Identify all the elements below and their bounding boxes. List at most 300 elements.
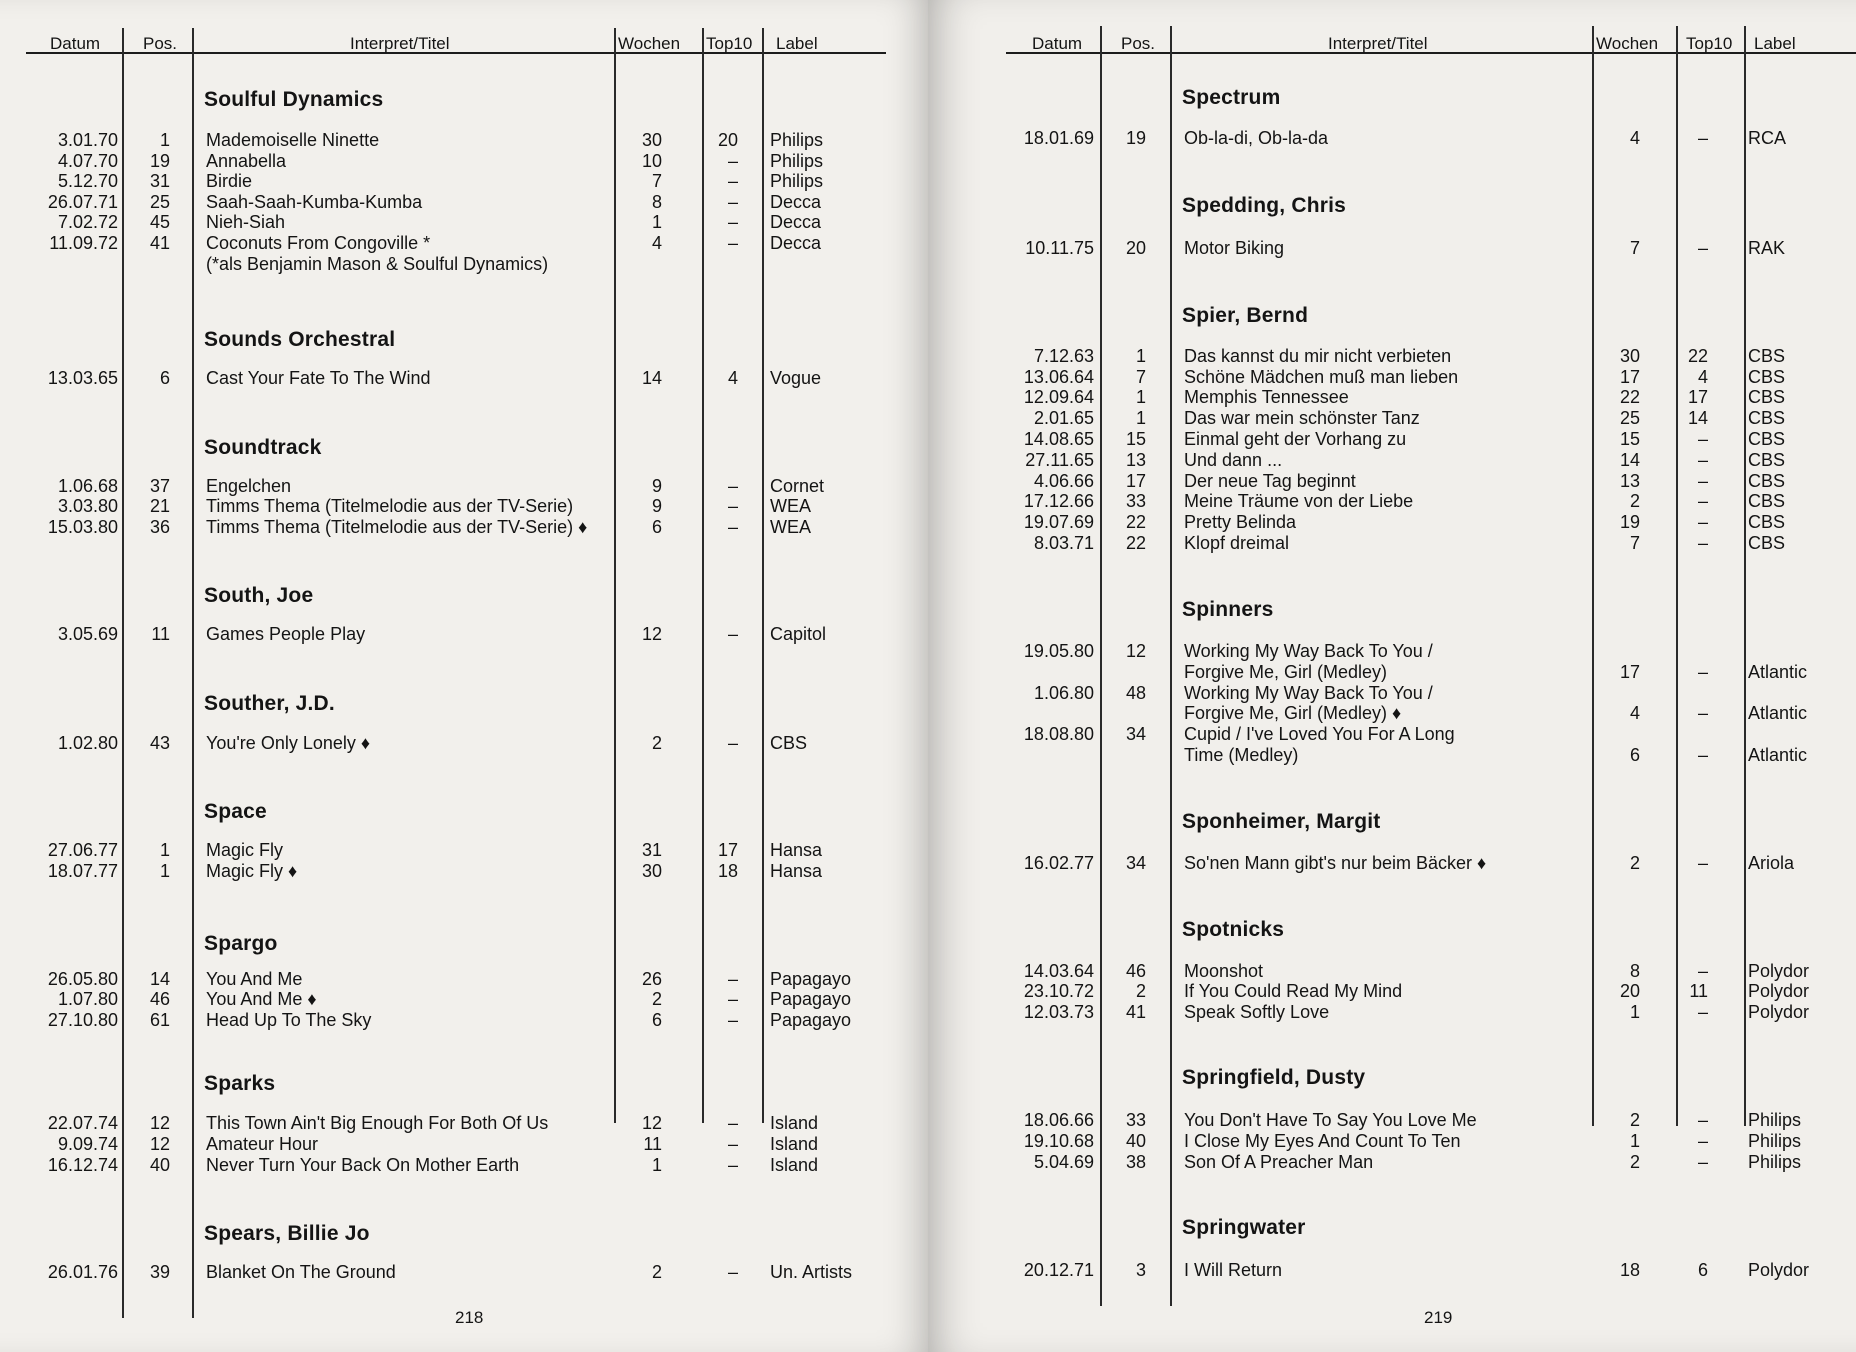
entry-label: Polydor <box>1748 1260 1810 1280</box>
entry-position: 39 <box>149 1262 170 1282</box>
entry-top10: – <box>1697 512 1708 532</box>
entry-top10: – <box>1697 1110 1708 1130</box>
entry-position: 36 <box>149 517 170 537</box>
entry-weeks: 2 <box>651 989 662 1009</box>
entry-label: Island <box>770 1155 819 1175</box>
entry-weeks: 2 <box>651 1262 662 1282</box>
entry-date: 13.03.65 <box>47 368 118 388</box>
entry-date: 16.02.77 <box>1023 853 1094 873</box>
entry-top10: – <box>727 1010 738 1030</box>
entry-label: CBS <box>770 733 808 753</box>
entry-top10: – <box>1697 1131 1708 1151</box>
entry-title: Magic Fly <box>206 840 284 860</box>
entry-label: Un. Artists <box>770 1262 853 1282</box>
entry-date: 19.05.80 <box>1023 641 1094 661</box>
column-header-wochen: Wochen <box>618 34 681 53</box>
entry-title: Saah-Saah-Kumba-Kumba <box>206 192 423 212</box>
entry-title: So'nen Mann gibt's nur beim Bäcker ♦ <box>1184 853 1487 873</box>
entry-date: 19.07.69 <box>1023 512 1094 532</box>
entry-position: 1 <box>159 840 170 860</box>
entry-title: Engelchen <box>206 476 292 496</box>
entry-weeks: 4 <box>1629 703 1640 723</box>
entry-label: Philips <box>770 130 824 150</box>
entry-title: You And Me ♦ <box>206 989 317 1009</box>
entry-label: Ariola <box>1748 853 1795 873</box>
entry-weeks: 9 <box>651 496 662 516</box>
entry-date: 22.07.74 <box>47 1113 118 1133</box>
entry-title: Forgive Me, Girl (Medley) ♦ <box>1184 703 1402 723</box>
entry-label: Atlantic <box>1748 662 1808 682</box>
entry-label: Philips <box>770 171 824 191</box>
column-header-wochen: Wochen <box>1596 34 1659 53</box>
entry-date: 16.12.74 <box>47 1155 118 1175</box>
entry-date: 5.04.69 <box>1033 1152 1094 1172</box>
entry-position: 41 <box>149 233 170 253</box>
entry-label: CBS <box>1748 491 1786 511</box>
entry-title: Annabella <box>206 151 287 171</box>
column-header-label: Label <box>776 34 818 53</box>
entry-date: 26.01.76 <box>47 1262 118 1282</box>
column-header-pos: Pos. <box>143 34 178 53</box>
entry-date: 2.01.65 <box>1033 408 1094 428</box>
entry-title: Einmal geht der Vorhang zu <box>1184 429 1407 449</box>
entry-top10: – <box>1697 238 1708 258</box>
entry-position: 43 <box>149 733 170 753</box>
entry-date: 3.05.69 <box>57 624 118 644</box>
entry-weeks: 17 <box>1619 367 1640 387</box>
entry-weeks: 14 <box>1619 450 1640 470</box>
entry-weeks: 2 <box>1629 1152 1640 1172</box>
entry-title: Moonshot <box>1184 961 1264 981</box>
entry-date: 3.03.80 <box>57 496 118 516</box>
entry-top10: – <box>1697 128 1708 148</box>
entry-label: CBS <box>1748 512 1786 532</box>
entry-title: Working My Way Back To You / <box>1184 641 1433 661</box>
entry-top10: 4 <box>1697 367 1708 387</box>
artist-name: Space <box>204 800 267 823</box>
artist-name: Sponheimer, Margit <box>1182 810 1381 833</box>
entry-top10: – <box>1697 745 1708 765</box>
artist-name: Spectrum <box>1182 86 1281 109</box>
entry-position: 17 <box>1125 471 1146 491</box>
entry-title: Time (Medley) <box>1184 745 1299 765</box>
entry-date: 1.06.68 <box>57 476 118 496</box>
entry-weeks: 8 <box>1629 961 1640 981</box>
entry-top10: – <box>727 1113 738 1133</box>
entry-weeks: 13 <box>1619 471 1640 491</box>
entry-top10: – <box>1697 429 1708 449</box>
entry-position: 22 <box>1125 533 1146 553</box>
entry-weeks: 12 <box>641 1113 662 1133</box>
entry-date: 10.11.75 <box>1025 238 1094 258</box>
entry-top10: – <box>727 212 738 232</box>
entry-date: 27.06.77 <box>47 840 118 860</box>
entry-label: CBS <box>1748 408 1786 428</box>
entry-position: 6 <box>159 368 170 388</box>
entry-date: 18.06.66 <box>1023 1110 1094 1130</box>
entry-top10: – <box>727 1134 738 1154</box>
entry-label: CBS <box>1748 346 1786 366</box>
entry-label: Decca <box>770 233 822 253</box>
entry-date: 26.05.80 <box>47 969 118 989</box>
entry-position: 19 <box>149 151 170 171</box>
entry-label: Philips <box>1748 1131 1802 1151</box>
entry-position: 34 <box>1125 724 1146 744</box>
entry-top10: – <box>1697 703 1708 723</box>
entry-title: Schöne Mädchen muß man lieben <box>1184 367 1459 387</box>
entry-date: 7.12.63 <box>1033 346 1094 366</box>
entry-position: 13 <box>1125 450 1146 470</box>
entry-date: 1.07.80 <box>57 989 118 1009</box>
entry-label: Atlantic <box>1748 703 1808 723</box>
entry-title: Never Turn Your Back On Mother Earth <box>206 1155 520 1175</box>
artist-name: Soundtrack <box>204 436 322 459</box>
entry-title: Magic Fly ♦ <box>206 861 298 881</box>
entry-weeks: 6 <box>1629 745 1640 765</box>
entry-top10: – <box>727 624 738 644</box>
entry-weeks: 22 <box>1619 387 1640 407</box>
entry-label: Hansa <box>770 840 823 860</box>
entry-title: Cast Your Fate To The Wind <box>206 368 431 388</box>
page-number: 219 <box>1424 1308 1453 1327</box>
entry-weeks: 15 <box>1619 429 1640 449</box>
entry-title: This Town Ain't Big Enough For Both Of Us <box>206 1113 549 1133</box>
entry-label: Vogue <box>770 368 822 388</box>
entry-weeks: 30 <box>641 861 662 881</box>
entry-label: CBS <box>1748 533 1786 553</box>
entry-top10: 6 <box>1697 1260 1708 1280</box>
entry-title: Das war mein schönster Tanz <box>1184 408 1420 428</box>
artist-name: Spears, Billie Jo <box>204 1222 370 1245</box>
entry-label: CBS <box>1748 387 1786 407</box>
entry-label: Philips <box>770 151 824 171</box>
column-header-top10: Top10 <box>706 34 753 53</box>
entry-position: 11 <box>151 624 170 644</box>
entry-label: Decca <box>770 192 822 212</box>
entry-label: Island <box>770 1134 819 1154</box>
column-divider <box>192 28 194 1318</box>
entry-date: 8.03.71 <box>1033 533 1094 553</box>
artist-name: Spier, Bernd <box>1182 304 1309 327</box>
entry-date: 4.06.66 <box>1033 471 1094 491</box>
entry-position: 19 <box>1125 128 1146 148</box>
entry-title: Ob-la-di, Ob-la-da <box>1184 128 1329 148</box>
entry-position: 38 <box>1125 1152 1146 1172</box>
entry-date: 13.06.64 <box>1023 367 1094 387</box>
entry-label: CBS <box>1748 471 1786 491</box>
entry-weeks: 1 <box>651 212 662 232</box>
entry-title: (*als Benjamin Mason & Soulful Dynamics) <box>206 254 549 274</box>
entry-top10: – <box>1697 533 1708 553</box>
entry-weeks: 10 <box>641 151 662 171</box>
entry-title: I Close My Eyes And Count To Ten <box>1184 1131 1461 1151</box>
entry-date: 15.03.80 <box>47 517 118 537</box>
entry-date: 26.07.71 <box>47 192 118 212</box>
entry-top10: – <box>727 192 738 212</box>
column-divider <box>762 28 764 1123</box>
entry-position: 7 <box>1135 367 1146 387</box>
entry-weeks: 14 <box>641 368 662 388</box>
entry-date: 5.12.70 <box>57 171 118 191</box>
entry-weeks: 8 <box>651 192 662 212</box>
column-header-interpret-titel: Interpret/Titel <box>350 34 450 53</box>
entry-weeks: 9 <box>651 476 662 496</box>
entry-position: 1 <box>1135 408 1146 428</box>
entry-label: Polydor <box>1748 961 1810 981</box>
entry-title: Son Of A Preacher Man <box>1184 1152 1374 1172</box>
artist-name: Sounds Orchestral <box>204 328 396 351</box>
entry-label: CBS <box>1748 450 1786 470</box>
entry-title: I Will Return <box>1184 1260 1283 1280</box>
entry-weeks: 30 <box>641 130 662 150</box>
entry-weeks: 4 <box>1629 128 1640 148</box>
entry-title: Timms Thema (Titelmelodie aus der TV-Serie) ♦ <box>206 517 588 537</box>
entry-label: Capitol <box>770 624 827 644</box>
entry-position: 15 <box>1125 429 1146 449</box>
entry-label: RCA <box>1748 128 1787 148</box>
entry-title: Meine Träume von der Liebe <box>1184 491 1414 511</box>
entry-position: 14 <box>149 969 170 989</box>
entry-date: 14.08.65 <box>1023 429 1094 449</box>
entry-date: 12.03.73 <box>1023 1002 1094 1022</box>
entry-weeks: 1 <box>1629 1002 1640 1022</box>
artist-name: Spotnicks <box>1182 918 1285 941</box>
artist-name: Spargo <box>204 932 278 955</box>
entry-top10: 14 <box>1687 408 1708 428</box>
entry-title: Speak Softly Love <box>1184 1002 1330 1022</box>
entry-date: 18.07.77 <box>47 861 118 881</box>
entry-position: 20 <box>1125 238 1146 258</box>
entry-label: Philips <box>1748 1152 1802 1172</box>
entry-top10: – <box>727 476 738 496</box>
entry-top10: 18 <box>717 861 738 881</box>
entry-top10: 20 <box>717 130 738 150</box>
entry-title: Das kannst du mir nicht verbieten <box>1184 346 1452 366</box>
entry-label: CBS <box>1748 429 1786 449</box>
entry-weeks: 18 <box>1619 1260 1640 1280</box>
entry-title: Der neue Tag beginnt <box>1184 471 1356 491</box>
column-header-datum: Datum <box>50 34 101 53</box>
entry-position: 48 <box>1125 683 1146 703</box>
right-page <box>928 0 1856 1352</box>
entry-top10: – <box>1697 1152 1708 1172</box>
entry-title: Amateur Hour <box>206 1134 319 1154</box>
entry-weeks: 25 <box>1619 408 1640 428</box>
entry-top10: – <box>1697 450 1708 470</box>
entry-date: 1.02.80 <box>57 733 118 753</box>
entry-title: Working My Way Back To You / <box>1184 683 1433 703</box>
artist-name: Spedding, Chris <box>1182 194 1347 217</box>
entry-position: 1 <box>1135 346 1146 366</box>
entry-weeks: 31 <box>641 840 662 860</box>
entry-weeks: 2 <box>651 733 662 753</box>
entry-position: 33 <box>1125 491 1146 511</box>
entry-top10: – <box>727 233 738 253</box>
entry-title: Coconuts From Congoville * <box>206 233 431 253</box>
entry-date: 11.09.72 <box>49 233 118 253</box>
entry-weeks: 12 <box>641 624 662 644</box>
entry-top10: – <box>727 969 738 989</box>
entry-top10: – <box>1697 662 1708 682</box>
column-divider <box>1676 26 1678 1126</box>
entry-date: 14.03.64 <box>1023 961 1094 981</box>
entry-weeks: 7 <box>1629 533 1640 553</box>
entry-top10: 4 <box>727 368 738 388</box>
artist-name: Souther, J.D. <box>204 692 335 715</box>
entry-title: Games People Play <box>206 624 366 644</box>
entry-top10: 22 <box>1687 346 1708 366</box>
entry-date: 23.10.72 <box>1023 981 1094 1001</box>
entry-position: 37 <box>149 476 170 496</box>
entry-weeks: 30 <box>1619 346 1640 366</box>
entry-title: Memphis Tennessee <box>1184 387 1349 407</box>
column-divider <box>614 28 616 1123</box>
entry-position: 40 <box>1125 1131 1146 1151</box>
entry-weeks: 11 <box>643 1134 662 1154</box>
entry-position: 41 <box>1125 1002 1146 1022</box>
entry-position: 40 <box>149 1155 170 1175</box>
entry-title: Forgive Me, Girl (Medley) <box>1184 662 1388 682</box>
artist-name: Spinners <box>1182 598 1274 621</box>
entry-date: 20.12.71 <box>1023 1260 1094 1280</box>
entry-weeks: 1 <box>651 1155 662 1175</box>
entry-weeks: 26 <box>641 969 662 989</box>
entry-position: 1 <box>1135 387 1146 407</box>
artist-name: Springwater <box>1182 1216 1306 1239</box>
column-header-datum: Datum <box>1032 34 1083 53</box>
entry-position: 12 <box>1125 641 1146 661</box>
entry-label: Hansa <box>770 861 823 881</box>
entry-weeks: 6 <box>651 517 662 537</box>
entry-label: Papagayo <box>770 969 852 989</box>
entry-title: You And Me <box>206 969 303 989</box>
column-divider <box>1170 26 1172 1306</box>
page-number: 218 <box>455 1308 484 1327</box>
entry-position: 12 <box>149 1134 170 1154</box>
entry-top10: – <box>727 989 738 1009</box>
entry-top10: – <box>1697 853 1708 873</box>
entry-position: 46 <box>1125 961 1146 981</box>
entry-weeks: 2 <box>1629 491 1640 511</box>
entry-title: Nieh-Siah <box>206 212 286 232</box>
entry-date: 3.01.70 <box>57 130 118 150</box>
entry-position: 25 <box>149 192 170 212</box>
entry-position: 21 <box>149 496 170 516</box>
entry-date: 27.11.65 <box>1025 450 1094 470</box>
column-divider <box>122 28 124 1318</box>
entry-date: 17.12.66 <box>1023 491 1094 511</box>
entry-position: 1 <box>159 130 170 150</box>
column-header-interpret-titel: Interpret/Titel <box>1328 34 1428 53</box>
entry-position: 22 <box>1125 512 1146 532</box>
column-header-top10: Top10 <box>1686 34 1733 53</box>
entry-date: 18.01.69 <box>1023 128 1094 148</box>
entry-label: Island <box>770 1113 819 1133</box>
entry-position: 61 <box>149 1010 170 1030</box>
entry-position: 3 <box>1135 1260 1146 1280</box>
entry-title: You Don't Have To Say You Love Me <box>1184 1110 1477 1130</box>
entry-label: Cornet <box>770 476 825 496</box>
entry-label: Decca <box>770 212 822 232</box>
entry-top10: 17 <box>717 840 738 860</box>
entry-date: 7.02.72 <box>57 212 118 232</box>
artist-name: Springfield, Dusty <box>1182 1066 1366 1089</box>
entry-weeks: 7 <box>1629 238 1640 258</box>
entry-position: 46 <box>149 989 170 1009</box>
entry-top10: – <box>727 496 738 516</box>
entry-top10: 17 <box>1687 387 1708 407</box>
entry-title: Pretty Belinda <box>1184 512 1297 532</box>
entry-title: Klopf dreimal <box>1184 533 1290 553</box>
artist-name: Sparks <box>204 1072 276 1095</box>
entry-weeks: 1 <box>1629 1131 1640 1151</box>
entry-date: 27.10.80 <box>47 1010 118 1030</box>
entry-title: If You Could Read My Mind <box>1184 981 1403 1001</box>
entry-date: 18.08.80 <box>1023 724 1094 744</box>
entry-top10: – <box>727 151 738 171</box>
entry-top10: – <box>727 1155 738 1175</box>
entry-label: WEA <box>770 517 812 537</box>
entry-label: Atlantic <box>1748 745 1808 765</box>
entry-title: Motor Biking <box>1184 238 1285 258</box>
entry-date: 12.09.64 <box>1023 387 1094 407</box>
entry-position: 34 <box>1125 853 1146 873</box>
column-divider <box>1744 26 1746 1126</box>
entry-title: Head Up To The Sky <box>206 1010 372 1030</box>
entry-title: Birdie <box>206 171 253 191</box>
entry-title: Mademoiselle Ninette <box>206 130 380 150</box>
entry-title: Und dann ... <box>1184 450 1283 470</box>
entry-position: 2 <box>1135 981 1146 1001</box>
entry-label: Polydor <box>1748 981 1810 1001</box>
entry-top10: – <box>727 1262 738 1282</box>
entry-date: 1.06.80 <box>1033 683 1094 703</box>
entry-weeks: 17 <box>1619 662 1640 682</box>
entry-top10: 11 <box>1689 981 1708 1001</box>
entry-top10: – <box>1697 961 1708 981</box>
entry-label: RAK <box>1748 238 1786 258</box>
entry-label: WEA <box>770 496 812 516</box>
entry-title: You're Only Lonely ♦ <box>206 733 371 753</box>
entry-date: 4.07.70 <box>57 151 118 171</box>
entry-position: 12 <box>149 1113 170 1133</box>
entry-weeks: 19 <box>1619 512 1640 532</box>
column-header-pos: Pos. <box>1121 34 1156 53</box>
entry-position: 1 <box>159 861 170 881</box>
entry-weeks: 2 <box>1629 1110 1640 1130</box>
entry-top10: – <box>727 171 738 191</box>
column-divider <box>1100 26 1102 1306</box>
entry-date: 19.10.68 <box>1023 1131 1094 1151</box>
column-divider <box>1592 26 1594 1126</box>
entry-top10: – <box>1697 491 1708 511</box>
entry-weeks: 20 <box>1619 981 1640 1001</box>
entry-top10: – <box>1697 1002 1708 1022</box>
artist-name: South, Joe <box>204 584 314 607</box>
entry-top10: – <box>727 517 738 537</box>
entry-title: Timms Thema (Titelmelodie aus der TV-Serie) <box>206 496 574 516</box>
entry-label: Philips <box>1748 1110 1802 1130</box>
entry-title: Cupid / I've Loved You For A Long <box>1184 724 1455 744</box>
entry-position: 31 <box>149 171 170 191</box>
column-divider <box>702 28 704 1123</box>
entry-date: 9.09.74 <box>57 1134 118 1154</box>
entry-position: 33 <box>1125 1110 1146 1130</box>
entry-weeks: 2 <box>1629 853 1640 873</box>
entry-position: 45 <box>149 212 170 232</box>
entry-label: CBS <box>1748 367 1786 387</box>
entry-title: Blanket On The Ground <box>206 1262 396 1282</box>
